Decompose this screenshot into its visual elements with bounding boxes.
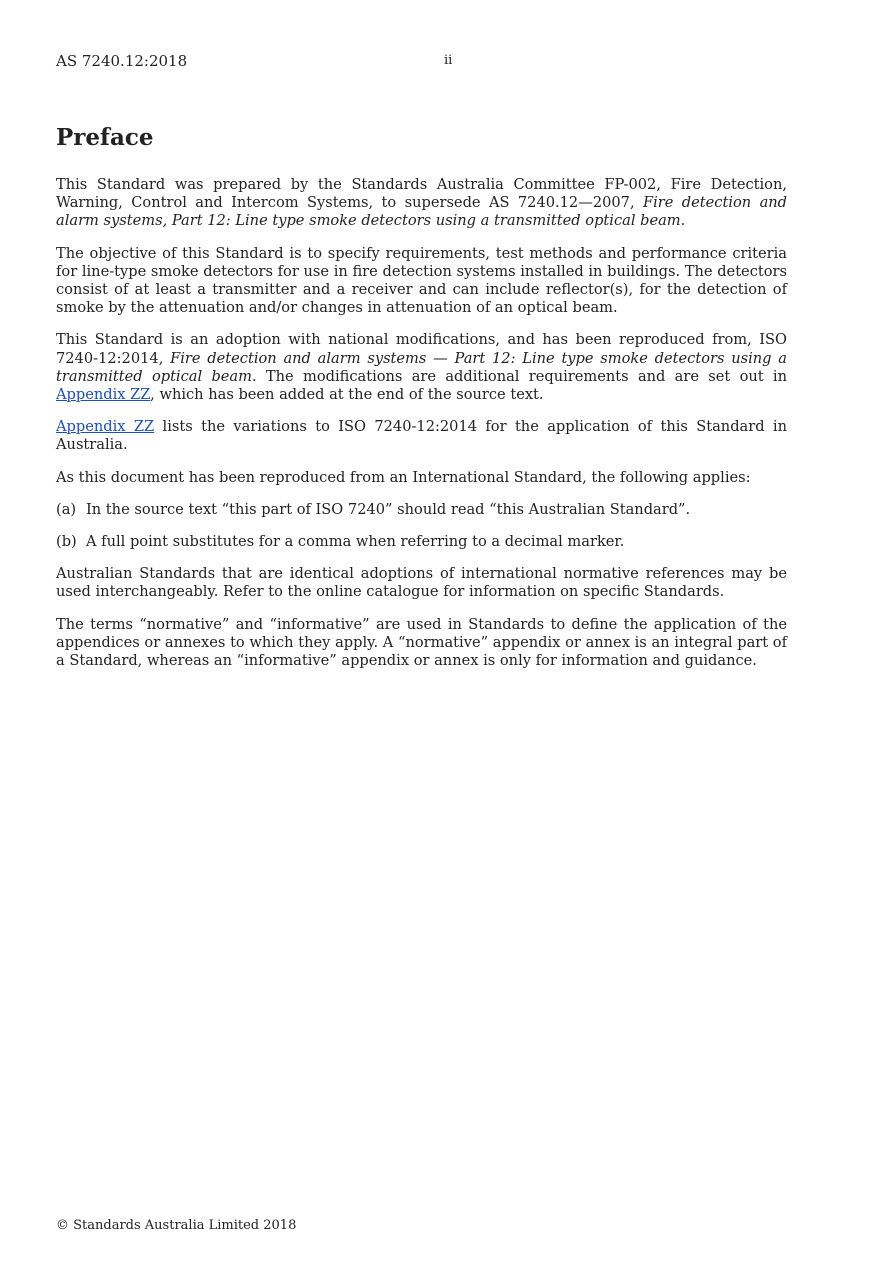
paragraph-identical-adoptions: Australian Standards that are identical adoptions of international normative references may be used interchangeably. Refer to the online catalogue for information on specific Standards. bbox=[56, 565, 787, 601]
paragraph-committee bbox=[56, 176, 787, 231]
paragraph-variations bbox=[56, 418, 787, 454]
paragraph-variations-text: lists the variations to ISO 7240-12:2014 for the application of this Standard in Australia. bbox=[56, 418, 788, 454]
preface-body bbox=[56, 176, 787, 684]
paragraph-adoption-text-c: , which has been added at the end of the source text. bbox=[150, 386, 544, 404]
page-title: Preface bbox=[56, 124, 154, 151]
paragraph-committee-title: Fire detection and alarm systems, Part 12: Line type smoke detectors using a transmitted optical beam. bbox=[56, 194, 788, 230]
list-item-text: In the source text “this part of ISO 7240” should read “this Australian Standard”. bbox=[86, 500, 691, 518]
list-marker: (b) bbox=[56, 533, 77, 551]
paragraph-adoption bbox=[56, 331, 787, 404]
footer-copyright: © Standards Australia Limited 2018 bbox=[56, 1218, 297, 1233]
list-item-a bbox=[56, 501, 787, 519]
header-document-id: AS 7240.12:2018 bbox=[56, 52, 188, 70]
list-marker: (a) bbox=[56, 500, 77, 518]
paragraph-objective: The objective of this Standard is to specify requirements, test methods and performance criteria for line-type smoke detectors for use in fire detection systems installed in buildings. The detectors consist of at least a transmitter and a receiver and can include reflector(s), for the detection of smoke by the attenuation and/or changes in attenuation of an optical beam. bbox=[56, 244, 787, 317]
list-item-text: A full point substitutes for a comma when referring to a decimal marker. bbox=[86, 533, 625, 551]
list-item-b bbox=[56, 533, 787, 551]
paragraph-committee-text: This Standard was prepared by the Standards Australia Committee FP-002, Fire Detection, Warning, Control and Intercom Systems, to supersede AS 7240.12—2007, bbox=[56, 176, 787, 212]
appendix-zz-link[interactable]: Appendix ZZ bbox=[56, 386, 151, 404]
paragraph-adoption-title: Fire detection and alarm systems — Part 12: Line type smoke detectors using a transmitted optical beam bbox=[56, 349, 787, 385]
paragraph-adoption-text-a: This Standard is an adoption with national modifications, and has been reproduced from, ISO 7240-12:2014, bbox=[56, 331, 787, 367]
paragraph-reproduction: As this document has been reproduced from an International Standard, the following applies: bbox=[56, 468, 751, 486]
paragraph-adoption-text-b: . The modifications are additional requirements and are set out in bbox=[251, 367, 788, 385]
paragraph-normative-informative: The terms “normative” and “informative” are used in Standards to define the application of the appendices or annexes to which they apply. A “normative” appendix or annex is an integral part of a Standard, whereas an “informative” appendix or annex is only for information and guidance. bbox=[56, 615, 787, 670]
header-page-number: ii bbox=[444, 53, 453, 68]
appendix-zz-link-2[interactable]: Appendix ZZ bbox=[56, 418, 155, 436]
